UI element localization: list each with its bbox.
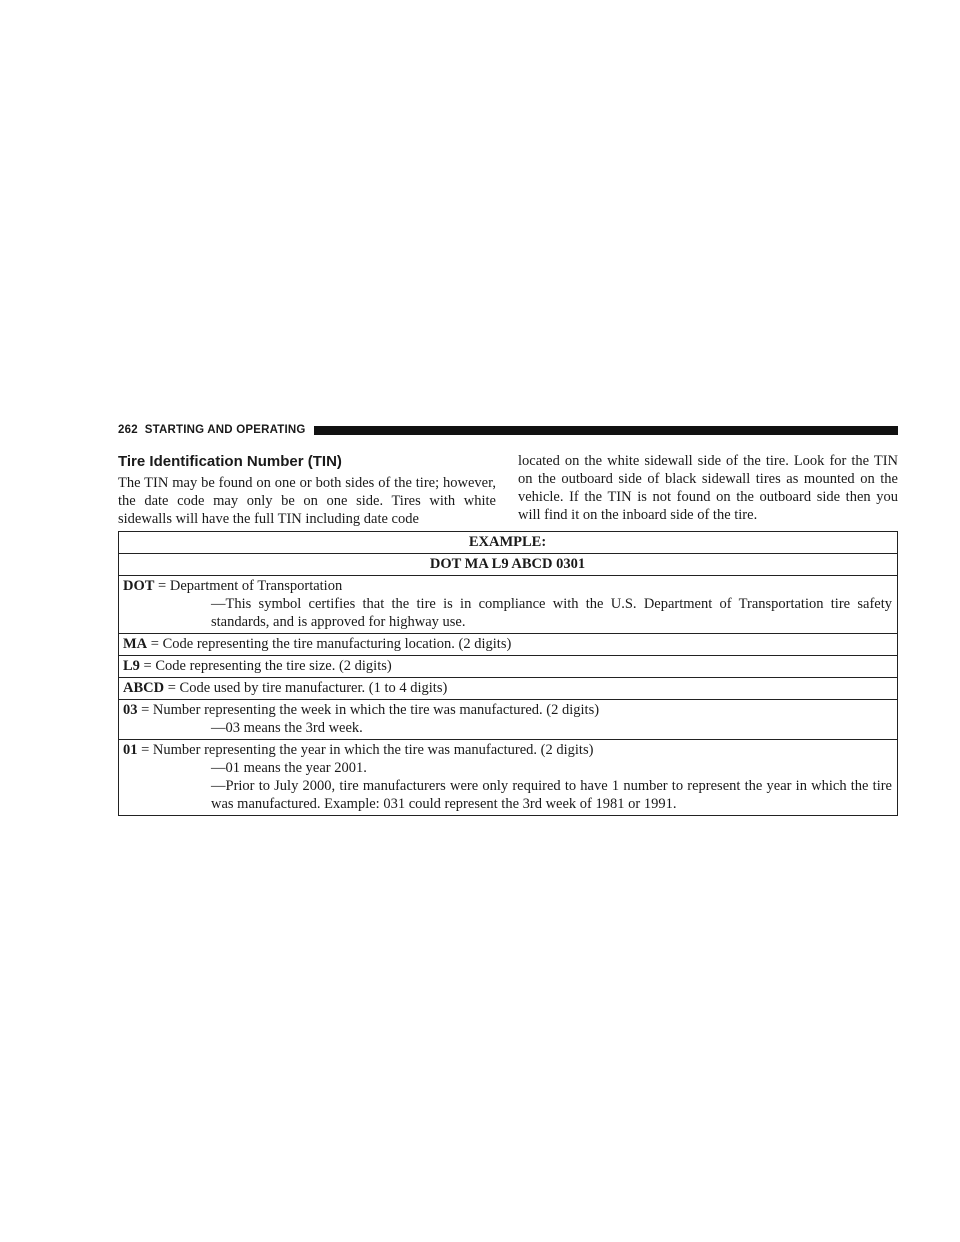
table-title: EXAMPLE:: [119, 532, 898, 554]
intro-paragraph-left: The TIN may be found on one or both sides of the tire; however, the date code may only be on one side. Tires with white sidewalls will have the full TIN including date code: [118, 475, 496, 527]
row-note: —This symbol certifies that the tire is in compliance with the U.S. Department of Transportation tire safety standards, and is approved for highway use.: [211, 596, 892, 630]
intro-paragraph-right: located on the white sidewall side of the tire. Look for the TIN on the outboard side of black sidewall tires as mounted on the vehicle. If the TIN is not found on the outboard side then you will find it on the inboard side of the tire.: [518, 453, 898, 523]
table-title-row: [119, 532, 898, 554]
example-code-row: [119, 554, 898, 576]
row-text: = Number representing the week in which the tire was manufactured. (2 digits): [141, 702, 600, 718]
row-code: L9: [123, 658, 140, 674]
tin-example-table: [118, 531, 898, 816]
header-rule: [314, 426, 898, 435]
row-note: —01 means the year 2001.: [211, 760, 367, 776]
page-number: 262: [118, 424, 138, 436]
example-code: DOT MA L9 ABCD 0301: [119, 554, 898, 576]
table-row-abcd: [119, 678, 898, 700]
row-text: = Code used by tire manufacturer. (1 to 4 digits): [167, 680, 448, 696]
page-header: [118, 422, 898, 438]
section-heading: Tire Identification Number (TIN): [118, 453, 342, 470]
table-row-year: [119, 740, 898, 816]
table-row-dot: [119, 576, 898, 634]
table-row-week: [119, 700, 898, 740]
row-text: = Number representing the year in which the tire was manufactured. (2 digits): [141, 742, 594, 758]
row-text: = Code representing the tire size. (2 digits): [143, 658, 392, 674]
section-title: STARTING AND OPERATING: [144, 424, 306, 436]
row-note: —Prior to July 2000, tire manufacturers were only required to have 1 number to represent the year in which the tire was manufactured. Example: 031 could represent the 3rd week of 1981 or 1991.: [211, 778, 892, 812]
table-cell: [119, 740, 898, 816]
row-code: MA: [123, 636, 148, 652]
row-code: 01: [123, 742, 138, 758]
table-row-l9: [119, 656, 898, 678]
row-note: —03 means the 3rd week.: [211, 720, 363, 736]
table-cell: [119, 656, 898, 678]
table-cell: [119, 634, 898, 656]
row-code: DOT: [123, 578, 155, 594]
row-code: 03: [123, 702, 138, 718]
table-row-ma: [119, 634, 898, 656]
table-cell: [119, 678, 898, 700]
row-text: = Department of Transportation: [158, 578, 343, 594]
table-cell: [119, 700, 898, 740]
table-cell: [119, 576, 898, 634]
row-code: ABCD: [123, 680, 165, 696]
row-text: = Code representing the tire manufacturing location. (2 digits): [150, 636, 512, 652]
